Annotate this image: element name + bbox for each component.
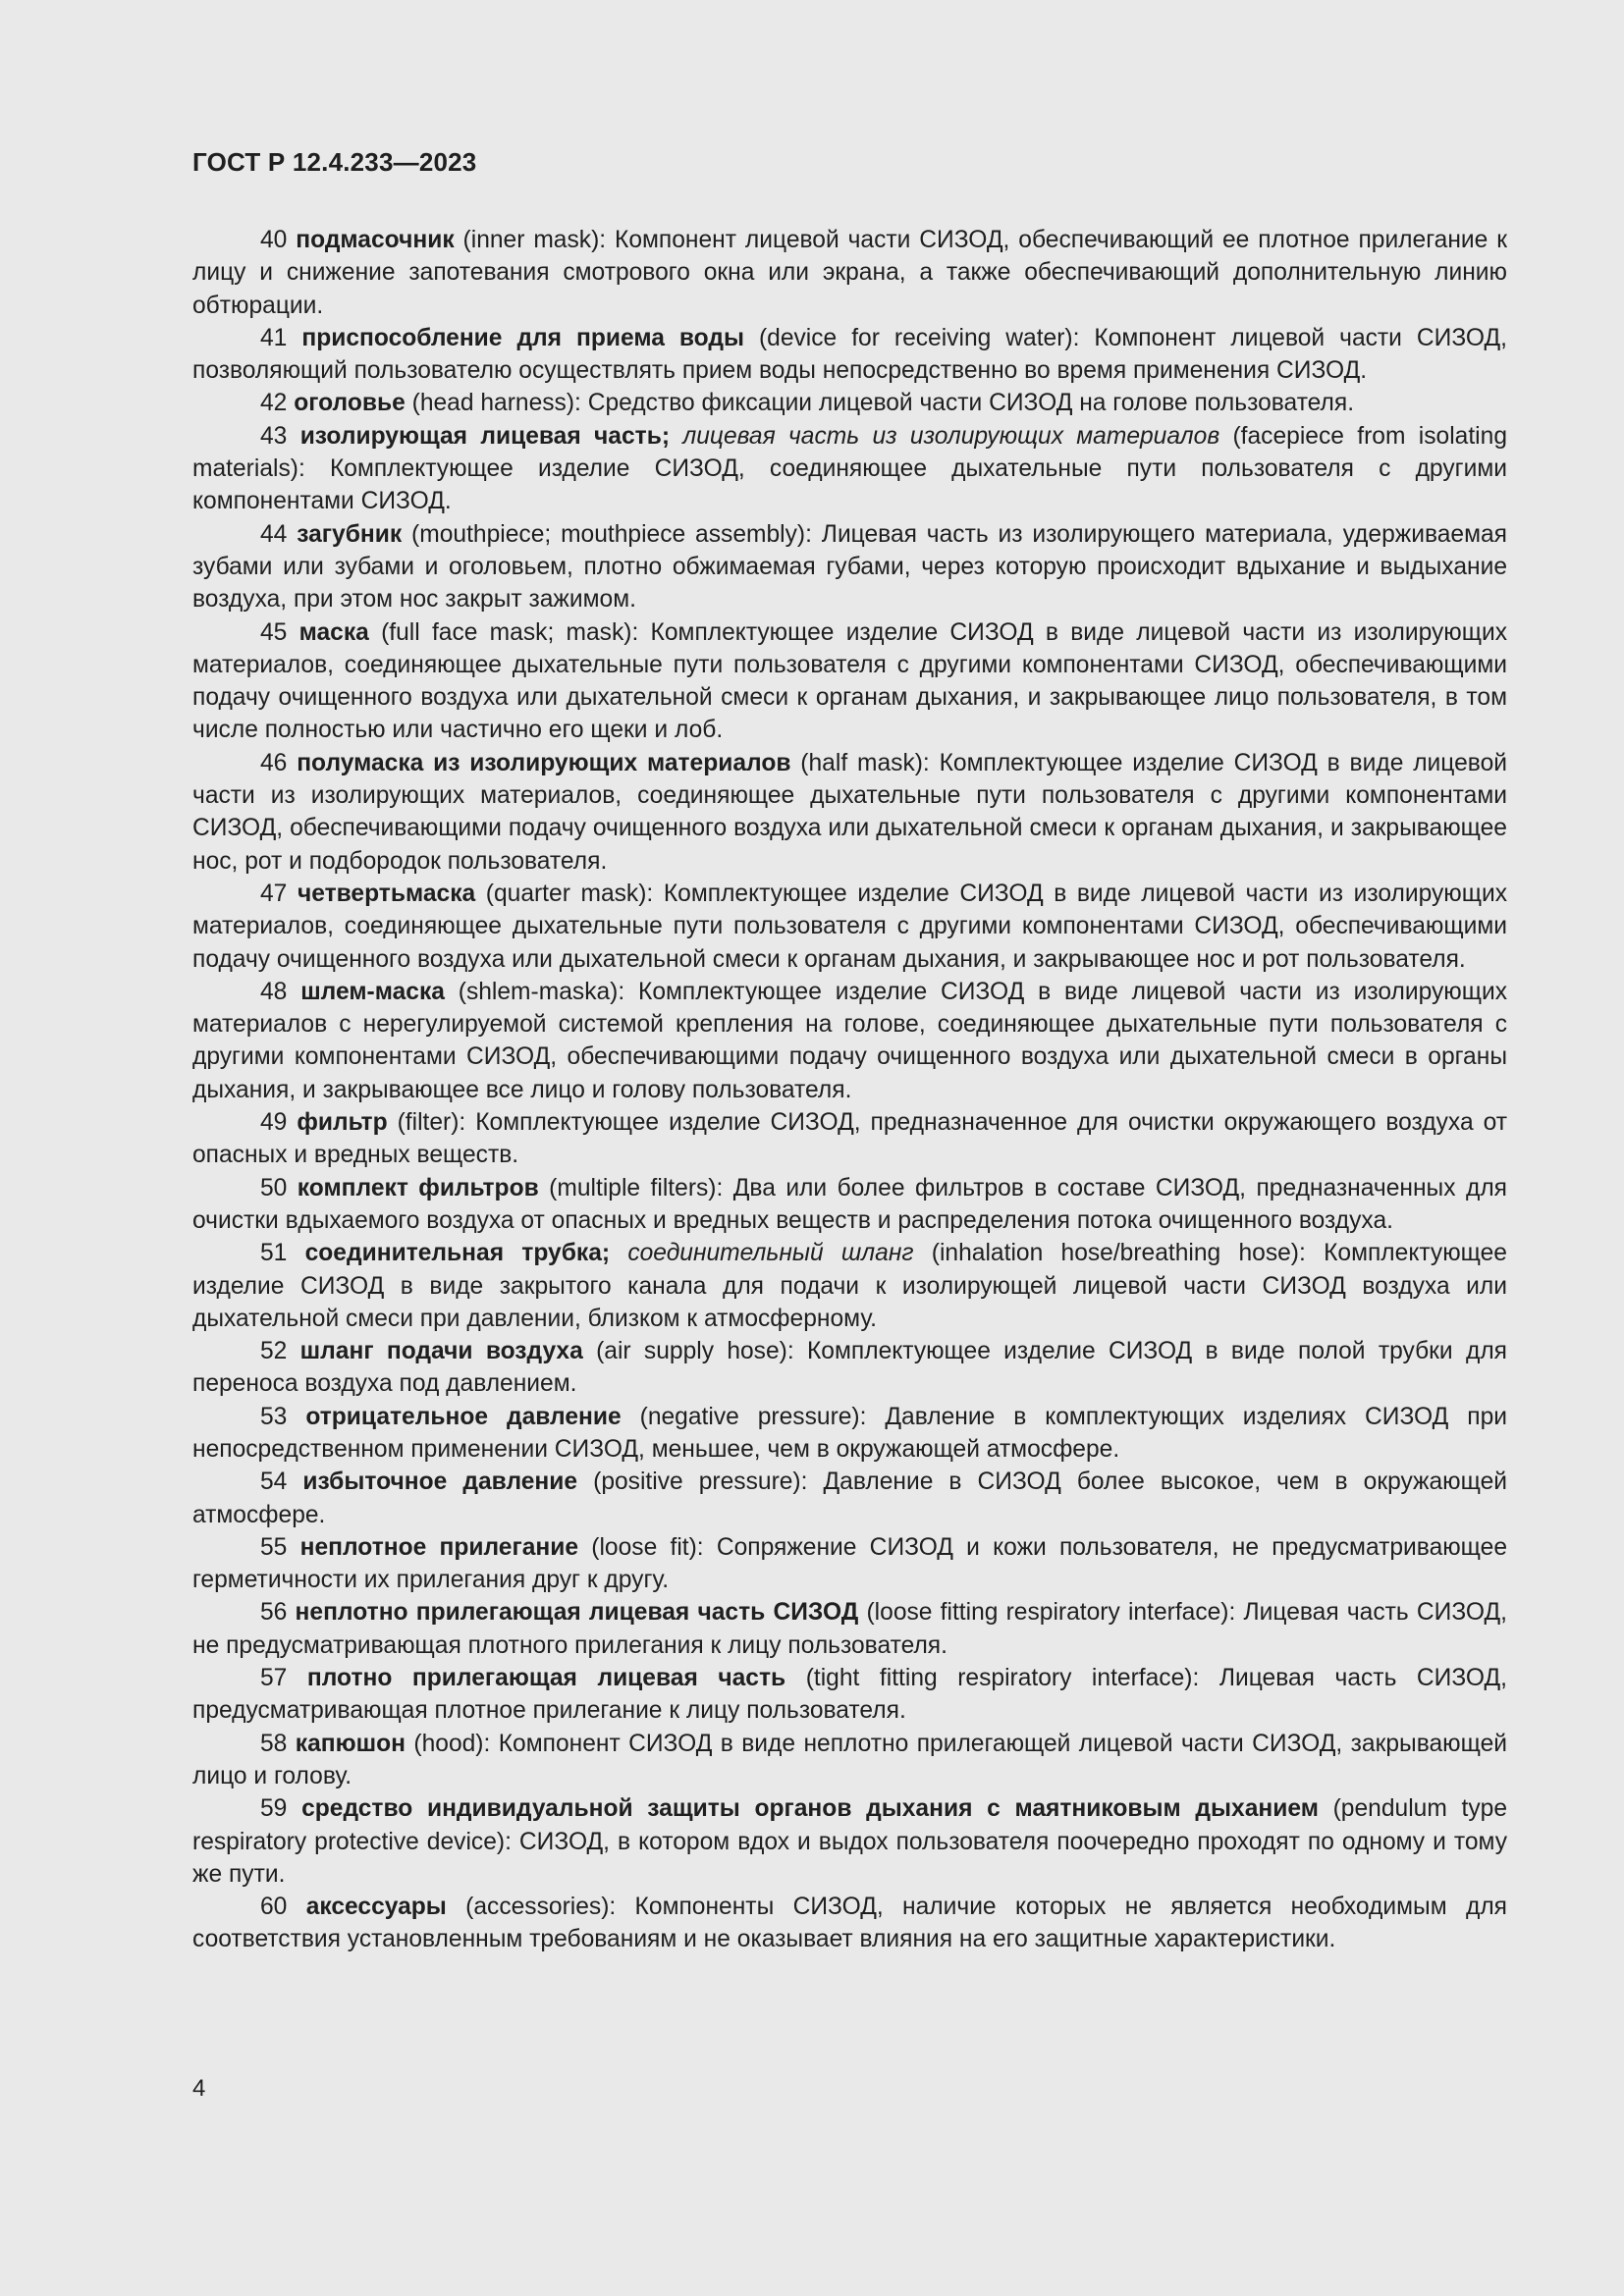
term-number: 40 bbox=[260, 227, 288, 253]
term-definition: (half mask): Комплектующее изделие СИЗОД в виде лицевой части из изолирующих материалов, соединяющее дыхательные пути пользователя с другими компонентами СИЗОД, обеспечивающими подачу очищенного воздуха или дыхательной смеси к органам дыхания, и закрывающее нос, рот и подбородок пользователя. bbox=[192, 749, 1507, 875]
term-entry bbox=[192, 420, 1507, 518]
term-definition: (loose fit): Сопряжение СИЗОД и кожи пользователя, не предусматривающее герметичности их прилегания друг к другу. bbox=[192, 1533, 1508, 1594]
term-number: 54 bbox=[260, 1468, 288, 1496]
term-title: избыточное давление bbox=[302, 1468, 578, 1496]
term-title: плотно прилегающая лицевая часть bbox=[306, 1665, 786, 1692]
term-title: шлем-маска bbox=[300, 978, 445, 1005]
term-definition: (facepiece from isolating materials): Комплектующее изделие СИЗОД, соединяющее дыхательные пути пользователя с другими компонентами СИЗОД. bbox=[192, 422, 1507, 515]
term-definition: (negative pressure): Давление в комплектующих изделиях СИЗОД при непосредственном применении СИЗОД, меньшее, чем в окружающей атмосфере. bbox=[192, 1403, 1507, 1463]
term-definition: (positive pressure): Давление в СИЗОД более высокое, чем в окружающей атмосфере. bbox=[192, 1468, 1508, 1528]
term-definition: (multiple filters): Два или более фильтров в составе СИЗОД, предназначенных для очистки вдыхаемого воздуха от опасных и вредных веществ и распределения потока очищенного воздуха. bbox=[192, 1174, 1507, 1234]
term-number: 59 bbox=[260, 1795, 288, 1823]
term-entry bbox=[192, 1596, 1507, 1662]
term-title: шланг подачи воздуха bbox=[299, 1338, 583, 1365]
term-number: 45 bbox=[260, 618, 288, 646]
term-number: 49 bbox=[260, 1109, 288, 1137]
term-definition: (accessories): Компоненты СИЗОД, наличие которых не является необходимым для соответствия установленным требованиям и не оказывает влияния на его защитные характеристики. bbox=[192, 1894, 1507, 1953]
term-definition: (mouthpiece; mouthpiece assembly): Лицевая часть из изолирующего материала, удерживаемая зубами или зубами и оголовьем, плотно обжимаемая губами, через которую происходит вдыхание и выдыхание воздуха, при этом нос закрыт зажимом. bbox=[192, 520, 1507, 614]
term-entry bbox=[192, 747, 1507, 878]
term-entry bbox=[192, 1106, 1507, 1172]
term-definition: (inner mask): Компонент лицевой части СИЗОД, обеспечивающий ее плотное прилегание к лицу и снижение запотевания смотрового окна или экрана, а также обеспечивающий дополнительную линию обтюрации. bbox=[192, 227, 1507, 319]
term-entry bbox=[192, 1466, 1507, 1531]
term-title: загубник bbox=[297, 520, 403, 548]
term-title: полумаска из изолирующих материалов bbox=[297, 749, 791, 776]
term-title: соединительная трубка; bbox=[304, 1240, 611, 1267]
term-number: 53 bbox=[260, 1403, 288, 1430]
term-definition: (head harness): Средство фиксации лицевой части СИЗОД на голове пользователя. bbox=[405, 390, 1355, 417]
term-definition: (pendulum type respiratory protective device): СИЗОД, в котором вдох и выдох пользователя поочередно проходят по одному и тому же пути. bbox=[192, 1795, 1508, 1888]
term-definition: (filter): Комплектующее изделие СИЗОД, предназначенное для очистки окружающего воздуха от опасных и вредных веществ. bbox=[192, 1109, 1507, 1169]
term-entry bbox=[192, 1728, 1507, 1793]
term-title: капюшон bbox=[295, 1730, 406, 1757]
term-entry bbox=[192, 878, 1507, 976]
term-entry bbox=[192, 1662, 1507, 1728]
term-entry bbox=[192, 322, 1507, 388]
term-number: 43 bbox=[260, 422, 288, 450]
term-title: четвертьмаска bbox=[297, 880, 476, 907]
term-number: 57 bbox=[260, 1665, 288, 1692]
term-number: 56 bbox=[260, 1599, 288, 1627]
term-entry bbox=[192, 1237, 1507, 1335]
term-title: неплотное прилегание bbox=[299, 1533, 579, 1561]
term-title: неплотно прилегающая лицевая часть СИЗОД bbox=[295, 1599, 859, 1627]
standard-header: ГОСТ Р 12.4.233—2023 bbox=[192, 147, 477, 177]
term-synonym: соединительный шланг bbox=[610, 1240, 914, 1267]
term-title: оголовье bbox=[294, 390, 406, 417]
term-title: аксессуары bbox=[305, 1894, 447, 1921]
term-number: 58 bbox=[260, 1730, 288, 1757]
term-definition: (full face mask; mask): Комплектующее изделие СИЗОД в виде лицевой части из изолирующих материалов, соединяющее дыхательные пути пользователя с другими компонентами СИЗОД, обеспечивающими подачу очищенного воздуха или дыхательной смеси к органам дыхания, и закрывающее лицо пользователя, в том числе полностью или частично его щеки и лоб. bbox=[192, 618, 1507, 744]
term-definition: (loose fitting respiratory interface): Лицевая часть СИЗОД, не предусматривающая плотного прилегания к лицу пользователя. bbox=[192, 1599, 1507, 1659]
term-entry bbox=[192, 1335, 1507, 1401]
term-definition: (device for receiving water): Компонент лицевой части СИЗОД, позволяющий пользователю осуществлять прием воды непосредственно во время применения СИЗОД. bbox=[192, 324, 1507, 385]
term-title: комплект фильтров bbox=[297, 1174, 539, 1201]
term-definition: (hood): Компонент СИЗОД в виде неплотно прилегающей лицевой части СИЗОД, закрывающей лицо и голову. bbox=[192, 1730, 1507, 1789]
page-number: 4 bbox=[192, 2075, 206, 2102]
terms-list bbox=[192, 224, 1507, 1956]
term-entry bbox=[192, 387, 1507, 419]
term-title: средство индивидуальной защиты органов дыхания с маятниковым дыханием bbox=[301, 1795, 1319, 1823]
term-entry bbox=[192, 976, 1507, 1106]
term-synonym: лицевая часть из изолирующих материалов bbox=[670, 422, 1220, 450]
term-title: маска bbox=[298, 618, 369, 646]
term-definition: (quarter mask): Комплектующее изделие СИЗОД в виде лицевой части из изолирующих материалов, соединяющее дыхательные пути пользователя с другими компонентами СИЗОД, обеспечивающими подачу очищенного воздуха или дыхательной смеси к органам дыхания, и закрывающее нос и рот пользователя. bbox=[192, 880, 1507, 973]
term-entry bbox=[192, 1792, 1507, 1891]
term-entry bbox=[192, 1531, 1507, 1597]
term-number: 51 bbox=[260, 1240, 288, 1267]
term-entry bbox=[192, 1172, 1507, 1238]
term-title: подмасочник bbox=[296, 227, 455, 253]
term-entry bbox=[192, 1891, 1507, 1956]
term-definition: (shlem-maska): Комплектующее изделие СИЗОД в виде лицевой части из изолирующих материалов с нерегулируемой системой крепления на голове, соединяющее дыхательные пути пользователя с другими компонентами СИЗОД, обеспечивающими подачу очищенного воздуха или дыхательной смеси в органы дыхания, и закрывающее все лицо и голову пользователя. bbox=[192, 978, 1508, 1103]
term-entry bbox=[192, 1401, 1507, 1467]
term-number: 46 bbox=[260, 749, 288, 776]
term-title: фильтр bbox=[297, 1109, 388, 1137]
term-number: 52 bbox=[260, 1338, 288, 1365]
term-definition: (tight fitting respiratory interface): Лицевая часть СИЗОД, предусматривающая плотное прилегание к лицу пользователя. bbox=[192, 1665, 1508, 1725]
term-title: изолирующая лицевая часть; bbox=[299, 422, 671, 450]
term-title: приспособление для приема воды bbox=[301, 324, 744, 351]
term-number: 48 bbox=[260, 978, 288, 1005]
term-definition: (inhalation hose/breathing hose): Комплектующее изделие СИЗОД в виде закрытого канала для подачи к изолирующей лицевой части СИЗОД воздуха или дыхательной смеси при давлении, близком к атмосферному. bbox=[192, 1240, 1507, 1332]
term-entry bbox=[192, 616, 1507, 747]
term-entry bbox=[192, 518, 1507, 616]
term-title: отрицательное давление bbox=[305, 1403, 622, 1430]
term-number: 41 bbox=[260, 324, 288, 351]
term-number: 60 bbox=[260, 1894, 288, 1921]
term-definition: (air supply hose): Комплектующее изделие СИЗОД в виде полой трубки для переноса воздуха под давлением. bbox=[192, 1338, 1507, 1398]
term-number: 50 bbox=[260, 1174, 288, 1201]
term-number: 55 bbox=[260, 1533, 288, 1561]
term-number: 44 bbox=[260, 520, 288, 548]
term-number: 42 bbox=[260, 390, 288, 417]
term-number: 47 bbox=[260, 880, 288, 907]
term-entry bbox=[192, 224, 1507, 322]
